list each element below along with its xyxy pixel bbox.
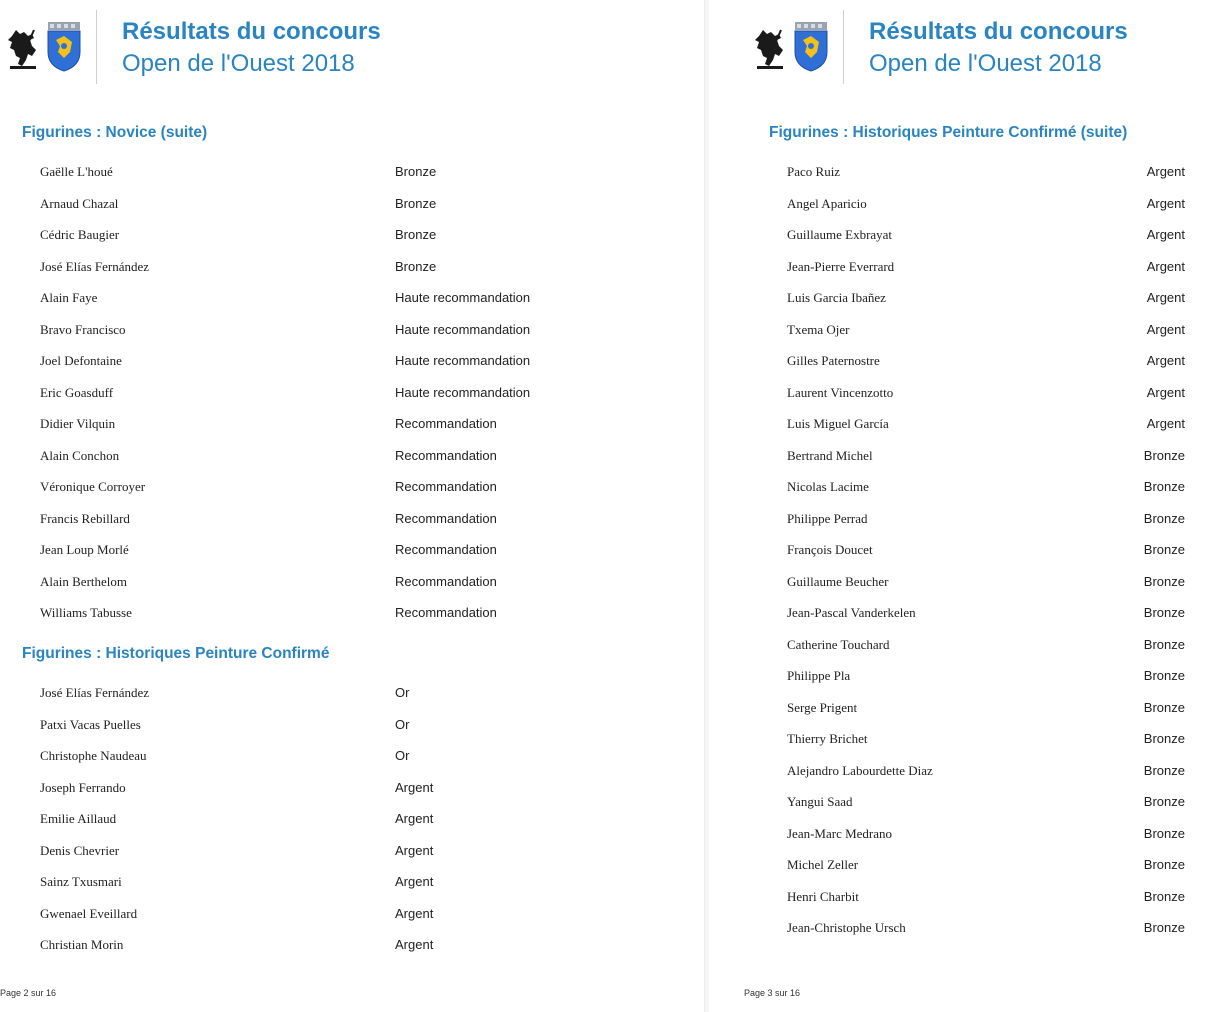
award-level: Bronze [395, 227, 437, 242]
table-row [787, 505, 1185, 537]
award-level: Argent [1146, 353, 1185, 368]
award-level: Recommandation [395, 479, 497, 494]
award-level: Bronze [1143, 762, 1185, 778]
table-row [40, 679, 660, 711]
award-level: Bronze [1143, 825, 1185, 841]
participant-name: Angel Aparicio [787, 195, 867, 211]
participant-name: Jean-Pierre Everrard [787, 258, 895, 274]
award-level: Recommandation [395, 573, 497, 589]
participant-name: Cédric Baugier [40, 227, 120, 242]
participant-name: Sainz Txusmari [40, 874, 122, 889]
award-level: Bronze [1143, 888, 1185, 904]
award-level: Bronze [1143, 479, 1185, 494]
participant-name: Francis Rebillard [40, 510, 130, 526]
participant-name: Henri Charbit [787, 888, 859, 904]
table-row [787, 694, 1185, 726]
award-level: Haute recommandation [395, 290, 531, 305]
table-row [787, 914, 1185, 946]
participant-name: Paco Ruiz [787, 164, 841, 179]
award-level: Haute recommandation [395, 384, 531, 400]
table-row [787, 253, 1185, 285]
header-divider [96, 10, 97, 84]
page-footer: Page 3 sur 16 [744, 988, 801, 998]
award-level: Argent [1146, 384, 1185, 400]
participant-name: Joel Defontaine [40, 353, 122, 368]
table-row [40, 931, 660, 963]
participant-name: Guillaume Exbrayat [787, 227, 893, 242]
table-row [787, 316, 1185, 348]
table-row [787, 820, 1185, 852]
award-level: Argent [395, 842, 434, 858]
award-level: Bronze [1143, 731, 1185, 746]
award-level: Argent [395, 811, 434, 826]
page-footer: Page 2 sur 16 [0, 988, 57, 998]
participant-name: Jean Loup Morlé [40, 542, 129, 557]
participant-name: Jean-Marc Medrano [787, 825, 893, 841]
table-row [787, 599, 1185, 631]
table-row [40, 536, 660, 568]
participant-name: Yangui Saad [787, 794, 853, 809]
award-level: Bronze [1143, 857, 1185, 872]
table-row [40, 473, 660, 505]
award-level: Argent [1146, 195, 1185, 211]
table-row [40, 379, 660, 411]
participant-name: José Elías Fernández [40, 685, 150, 700]
table-row [787, 379, 1185, 411]
participant-name: Philippe Perrad [787, 510, 868, 526]
table-row [40, 505, 660, 537]
award-level: Bronze [1143, 699, 1185, 715]
results-list-historiques [40, 679, 660, 963]
award-level: Recommandation [395, 416, 497, 431]
award-level: Argent [395, 874, 434, 889]
participant-name: Gaëlle L'houé [40, 164, 113, 179]
award-level: Argent [1146, 258, 1185, 274]
table-row [787, 190, 1185, 222]
participant-name: Gwenael Eveillard [40, 905, 138, 921]
table-row [787, 757, 1185, 789]
page-title: Résultats du concours [122, 18, 381, 45]
section-title-novice: Figurines : Novice (suite) [22, 124, 208, 141]
table-row [787, 347, 1185, 379]
table-row [787, 725, 1185, 757]
table-row [787, 568, 1185, 600]
participant-name: Christophe Naudeau [40, 748, 147, 763]
participant-name: Bravo Francisco [40, 321, 126, 337]
table-row [40, 253, 660, 285]
award-level: Argent [395, 937, 434, 952]
table-row [40, 568, 660, 600]
award-level: Argent [1146, 164, 1185, 179]
participant-name: Txema Ojer [787, 321, 850, 337]
results-list-historiques-suite [787, 158, 1185, 946]
participant-name: Christian Morin [40, 937, 124, 952]
table-row [40, 316, 660, 348]
award-level: Haute recommandation [395, 321, 531, 337]
participant-name: José Elías Fernández [40, 258, 150, 274]
participant-name: Thierry Brichet [787, 731, 868, 746]
participant-name: Joseph Ferrando [40, 779, 126, 795]
participant-name: Luis Garcia Ibañez [787, 290, 886, 305]
table-row [40, 599, 660, 631]
page-subtitle: Open de l'Ouest 2018 [869, 50, 1102, 77]
participant-name: Alain Conchon [40, 447, 120, 463]
award-level: Bronze [1143, 920, 1185, 935]
award-level: Or [395, 748, 410, 763]
participant-name: Patxi Vacas Puelles [40, 716, 141, 732]
participant-name: Laurent Vincenzotto [787, 384, 894, 400]
participant-name: Denis Chevrier [40, 842, 120, 858]
award-level: Bronze [395, 195, 437, 211]
award-level: Argent [1146, 321, 1185, 337]
award-level: Argent [395, 905, 434, 921]
coat-of-arms-shield-icon [46, 22, 82, 72]
participant-name: Gilles Paternostre [787, 353, 880, 368]
participant-name: Alain Berthelom [40, 573, 128, 589]
award-level: Recommandation [395, 510, 497, 526]
award-level: Bronze [1143, 573, 1185, 589]
table-row [40, 900, 660, 932]
award-level: Recommandation [395, 542, 497, 557]
award-level: Bronze [1143, 636, 1185, 652]
table-row [787, 410, 1185, 442]
page-subtitle: Open de l'Ouest 2018 [122, 50, 355, 77]
header-divider [843, 10, 844, 84]
table-row [40, 221, 660, 253]
award-level: Bronze [1143, 668, 1185, 683]
section-title-historiques: Figurines : Historiques Peinture Confirmé [22, 645, 330, 662]
table-row [787, 883, 1185, 915]
table-row [40, 742, 660, 774]
table-row [40, 711, 660, 743]
award-level: Argent [1146, 416, 1185, 431]
participant-name: Didier Vilquin [40, 416, 116, 431]
section-title-historiques-suite: Figurines : Historiques Peinture Confirmé (suite) [769, 124, 1128, 141]
table-row [40, 190, 660, 222]
table-row [40, 410, 660, 442]
table-row [40, 868, 660, 900]
page-title: Résultats du concours [869, 18, 1128, 45]
table-row [40, 158, 660, 190]
award-level: Bronze [1143, 542, 1185, 557]
award-level: Bronze [1143, 510, 1185, 526]
participant-name: Véronique Corroyer [40, 479, 146, 494]
participant-name: Guillaume Beucher [787, 573, 889, 589]
participant-name: Jean-Christophe Ursch [787, 920, 906, 935]
award-level: Bronze [1143, 447, 1185, 463]
knight-silhouette-icon [753, 26, 789, 70]
participant-name: Michel Zeller [787, 857, 859, 872]
participant-name: Alejandro Labourdette Diaz [787, 762, 933, 778]
participant-name: François Doucet [787, 542, 873, 557]
award-level: Bronze [1143, 605, 1185, 620]
table-row [40, 347, 660, 379]
participant-name: Philippe Pla [787, 668, 851, 683]
table-row [787, 788, 1185, 820]
award-level: Bronze [395, 258, 437, 274]
table-row [40, 805, 660, 837]
award-level: Recommandation [395, 605, 497, 620]
participant-name: Nicolas Lacime [787, 479, 869, 494]
table-row [787, 662, 1185, 694]
results-list-novice [40, 158, 660, 631]
participant-name: Alain Faye [40, 290, 98, 305]
participant-name: Bertrand Michel [787, 447, 873, 463]
coat-of-arms-shield-icon [793, 22, 829, 72]
participant-name: Williams Tabusse [40, 605, 132, 620]
table-row [787, 631, 1185, 663]
award-level: Bronze [1143, 794, 1185, 809]
award-level: Argent [395, 779, 434, 795]
table-row [40, 837, 660, 869]
table-row [787, 473, 1185, 505]
award-level: Haute recommandation [395, 353, 531, 368]
table-row [787, 284, 1185, 316]
table-row [787, 442, 1185, 474]
award-level: Or [395, 716, 410, 732]
award-level: Bronze [395, 164, 437, 179]
knight-silhouette-icon [6, 26, 42, 70]
table-row [40, 284, 660, 316]
participant-name: Luis Miguel García [787, 416, 889, 431]
award-level: Argent [1146, 290, 1185, 305]
award-level: Or [395, 685, 410, 700]
award-level: Recommandation [395, 447, 497, 463]
table-row [787, 158, 1185, 190]
participant-name: Jean-Pascal Vanderkelen [787, 605, 916, 620]
participant-name: Emilie Aillaud [40, 811, 117, 826]
table-row [787, 536, 1185, 568]
participant-name: Serge Prigent [787, 699, 858, 715]
table-row [40, 774, 660, 806]
award-level: Argent [1146, 227, 1185, 242]
page-3 [709, 0, 1206, 1012]
participant-name: Arnaud Chazal [40, 195, 119, 211]
participant-name: Eric Goasduff [40, 384, 114, 400]
participant-name: Catherine Touchard [787, 636, 890, 652]
table-row [40, 442, 660, 474]
table-row [787, 221, 1185, 253]
table-row [787, 851, 1185, 883]
